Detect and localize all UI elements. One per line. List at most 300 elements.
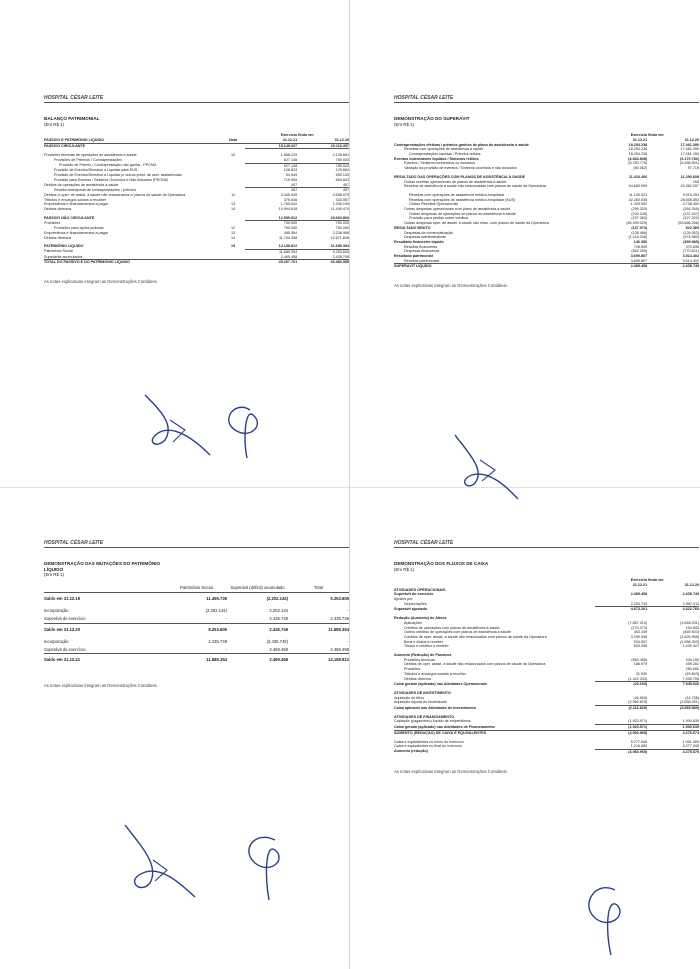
row-value-2020 — [647, 711, 699, 720]
row-value-2021: (2.116.829) — [628, 706, 648, 711]
row-value-2020: 5.277.045 — [647, 744, 699, 749]
row-note — [221, 212, 245, 221]
table-row — [44, 615, 349, 623]
row-note: 13 — [231, 202, 236, 207]
row-value-2020: 1.001.369 — [682, 739, 699, 744]
page-fold-vertical — [349, 0, 350, 969]
row-label: Superávits acumulados — [44, 254, 83, 259]
notes-statement: As notas explicativas integram as Demonstrações Contábeis. — [44, 682, 158, 688]
row-value-2020: (469.503) — [683, 630, 699, 635]
row-value-2021: 11.410.400 — [628, 174, 648, 179]
row-value-2020: 457 — [342, 188, 349, 193]
row-label: Saldo em 31.12.21 — [44, 654, 166, 669]
row-label: Outras despesas operacionais com plano de assistência à saúde — [404, 207, 511, 212]
row-value-2021: (197.063) — [631, 216, 648, 221]
row-value-2021: 94.549 — [285, 173, 298, 178]
row-value-surplus: (2.202.134) — [227, 592, 288, 607]
row-value-2021: (1.923.971) — [595, 719, 647, 724]
hospital-header: HOSPITAL CÉSAR LEITE — [394, 540, 699, 548]
row-label: Patrimônio Social — [44, 249, 73, 254]
row-value-2020: (53.843) — [685, 671, 699, 676]
row-value-2020: 7.945.026 — [682, 682, 699, 687]
row-value-2021: 3.699.807 — [630, 254, 648, 259]
row-value-total: 2.435.749 — [330, 615, 349, 621]
signature-initials — [440, 425, 600, 505]
table-row — [394, 612, 699, 621]
row-value-2020: 3.558.070 — [332, 192, 349, 197]
notes-statement: As notas explicativas integram as Demonstrações Contábeis. — [394, 768, 508, 774]
row-value-2021: 375.046 — [283, 197, 298, 202]
table-row — [44, 240, 349, 249]
row-label: Saldo em 31.12.20 — [44, 623, 166, 638]
row-value-2021: 186.979 — [633, 662, 648, 667]
row-label: Caixa gerado (aplicado) nas Atividades de Financiamento — [394, 724, 495, 729]
row-value-2020: 2.435.749 — [682, 592, 699, 597]
row-label: Provisões técnicas — [404, 657, 435, 662]
row-note: 14 — [231, 235, 236, 240]
row-value-2020: 459.202 — [685, 662, 699, 667]
column-header-year1: 31.12.21 — [632, 582, 648, 587]
row-value-2020: (1.848.201) — [680, 620, 699, 625]
row-note: 12 — [231, 226, 236, 231]
row-value-2020: 1.900.639 — [682, 725, 699, 730]
row-value-2021: (60.062) — [633, 166, 648, 171]
row-label: Caixa gerado (aplicado) nas Atividades Operacionais — [394, 681, 487, 686]
row-value-2021: (170.273) — [631, 625, 648, 630]
row-label: Tributos e encargos sociais a recolher — [404, 671, 467, 676]
row-value-2021: 2.469.458 — [630, 592, 648, 597]
column-header-social: Patrimônio Social — [166, 584, 227, 593]
column-header-year2: 31.12.20 — [684, 137, 699, 142]
row-label: Provisão de Prêmio / Contraprestação não ganha - PPCNG — [59, 163, 157, 168]
row-value-2020: 1.430.427 — [682, 644, 699, 649]
row-label: ATIVIDADES OPERACIONAIS — [394, 587, 446, 592]
row-value-2020: (137.047) — [683, 211, 699, 216]
row-label: Contraprestações efetivas / prêmios ganhos de plano de assistência à saúde — [394, 142, 529, 147]
row-value-2020: 4.422.760 — [682, 607, 699, 612]
row-label: Créditos de operações com planos de assistência à saúde — [404, 625, 500, 630]
table-row — [44, 260, 349, 265]
row-note: 13 — [231, 230, 236, 235]
row-value-2021: 3.699.807 — [630, 258, 648, 263]
row-value-2020: 457 — [297, 183, 349, 188]
row-value-2020: 43.362.207 — [680, 184, 699, 189]
row-value-2020: 370.636 — [685, 244, 699, 249]
row-value-total: - — [347, 639, 349, 645]
row-value-2021: 1.765.642 — [280, 202, 298, 207]
period-label: Exercício findo em — [630, 578, 664, 583]
row-label: Empréstimos e financiamentos a pagar — [44, 230, 108, 235]
row-value-2021: (2.069.875) — [595, 700, 647, 705]
row-label: Provisão para perdas sobre créditos — [409, 216, 469, 221]
row-value-2021: 4.673.201 — [630, 607, 648, 612]
row-value-2020: 2.128.681 — [332, 153, 349, 158]
row-label: Resultado patrimonial — [394, 254, 433, 259]
row-label: Eventos indenizáveis líquidos / Sinistros retidos — [394, 156, 479, 161]
column-header-year1: 31.12.21 — [282, 137, 298, 142]
row-value-2020: 97.719 — [687, 166, 699, 171]
row-label: Outras despesas de operações de planos de assistência à saúde — [409, 211, 516, 216]
row-value-2020: 165 — [692, 179, 699, 184]
row-value-2020: (53.866.266) — [678, 221, 699, 226]
table-row — [44, 638, 349, 646]
row-value-2021: (46.954) — [633, 695, 648, 700]
row-value-2020: 4.738.400 — [682, 202, 699, 207]
row-value-2021: - — [645, 667, 648, 672]
row-label: Débitos de operações de assistência à saúde — [44, 182, 119, 187]
hospital-header: HOSPITAL CÉSAR LEITE — [394, 95, 699, 103]
row-value-surplus: (2.435.749) — [266, 639, 288, 645]
statement-unit: (Em R$ 1) — [44, 121, 65, 127]
row-value-2021: 1.568.225 — [280, 153, 298, 158]
row-value-2020: 1.936.199 — [332, 202, 349, 207]
row-value-social: - — [225, 646, 227, 652]
row-label: Superávit do exercício — [44, 646, 86, 652]
row-value-2020 — [647, 649, 699, 658]
row-label: Caixa aplicado nas Atividades de Investimento — [394, 705, 476, 710]
table-row — [44, 592, 349, 607]
table-row — [44, 654, 349, 669]
row-value-2021: (560.455) — [631, 657, 648, 662]
row-value-2021: (299.303) — [631, 207, 648, 212]
statement-title: DEMONSTRAÇÃO DOS FLUXOS DE CAIXA — [394, 561, 489, 566]
row-value-2021: 126.823 — [283, 168, 298, 173]
row-value-2020: 750.000 — [335, 226, 349, 231]
row-label: Receitas de assistência à saúde não relacionadas com planos de saúde da Operadora — [404, 184, 546, 189]
row-value-2021: 627.148 — [283, 163, 298, 168]
row-value-2020: 340.100 — [685, 657, 699, 662]
row-label: Aumento (Redução) de Passivos — [394, 653, 452, 658]
row-label: SUPERÁVIT LÍQUIDO — [394, 264, 595, 269]
row-value-2021: 11.100.021 — [628, 192, 648, 197]
surplus-statement-page — [394, 95, 699, 288]
row-value-2020: (6.268.501) — [680, 161, 699, 166]
row-label: Débitos diversos — [44, 207, 72, 212]
row-value-2021 — [595, 711, 647, 720]
surplus-table — [394, 133, 699, 269]
row-value-2020: 343.557 — [335, 197, 349, 202]
row-label: TOTAL DO PASSIVO E DO PATRIMÔNIO LÍQUIDO — [44, 260, 221, 265]
row-label: PASSIVO CIRCULANTE — [44, 143, 86, 148]
row-value-2021: 457 — [290, 188, 298, 193]
row-value-2021: 11.704.358 — [278, 235, 298, 240]
row-value-2020: 9.253.605 — [332, 249, 349, 254]
row-note: 10 — [231, 152, 236, 157]
statement-title: BALANÇO PATRIMONIAL — [44, 116, 100, 121]
table-row — [394, 687, 699, 696]
row-value-2020: 17.461.390 — [680, 147, 699, 152]
column-header-surplus: Superávit (déficit) acumulado — [227, 584, 288, 593]
row-label: Provisões para ações judiciais — [54, 226, 104, 231]
row-label: RESULTADO BRUTO — [394, 225, 431, 230]
row-label: Redução (Aumento) de Ativos — [394, 616, 447, 621]
row-value-2020: 4.275.676 — [682, 749, 699, 754]
row-value-2020: 11.290.608 — [680, 174, 699, 179]
row-label: Incorporação — [44, 608, 69, 614]
row-note — [221, 260, 245, 265]
row-value-2021: (562.250) — [631, 249, 648, 254]
row-value-social: - — [225, 615, 227, 621]
row-value-2021: 18.149.037 — [245, 143, 297, 149]
equity-changes-table — [44, 584, 349, 669]
row-label: Provisões técnicas de operações de assistência à saúde — [44, 152, 137, 157]
statement-unit: (Em R$ 1) — [394, 566, 415, 572]
balance-sheet-table — [44, 133, 349, 265]
notes-statement: As notas explicativas integram as Demonstrações Contábeis. — [394, 283, 508, 289]
row-value-2020: (399.985) — [683, 239, 699, 244]
table-row — [44, 149, 349, 158]
row-label: Aquisição de Ativo — [394, 695, 425, 700]
row-value-2021: 457 — [245, 183, 297, 188]
row-label: Provisão para Eventos / Sinistros Ocorridos e Não Avisados (PEONA) — [54, 177, 169, 182]
row-label: Receita antecipada de contraprestações / prêmios — [54, 187, 137, 192]
row-label: Captação (pagamento) líquido de empréstimos — [394, 719, 471, 724]
row-label: Provisões — [44, 220, 61, 225]
statement-title: DEMONSTRAÇÃO DO SUPERÁVIT — [394, 116, 470, 121]
row-label: RESULTADO DAS OPERAÇÕES COM PLANOS DE ASSISTÊNCIA À SAÚDE — [394, 174, 526, 179]
row-value-2020: (2.625.985) — [680, 634, 699, 639]
row-value-2020: 789.020 — [335, 163, 349, 168]
equity-changes-page — [44, 540, 349, 688]
row-value-2020: 789.020 — [297, 158, 349, 163]
table-row — [394, 264, 699, 269]
row-label: Ajustes por: — [394, 597, 414, 601]
row-label: Saldo em 31.12.19 — [44, 592, 166, 607]
row-value-social: 9.253.605 — [166, 623, 227, 638]
table-row — [394, 649, 699, 658]
row-value-2021: 1.329.902 — [630, 202, 648, 207]
row-value-2021: 750.000 — [283, 221, 298, 226]
row-value-2020: 2.435.749 — [297, 255, 349, 260]
row-label: Provisões — [404, 667, 421, 672]
row-value-2021: 3.445.049 — [280, 192, 298, 197]
table-row — [44, 646, 349, 654]
row-value-total: 2.469.458 — [330, 646, 349, 652]
balance-sheet-page — [44, 95, 349, 284]
column-header-year2: 31.12.20 — [334, 137, 349, 142]
row-value-2021: (1.118.248) — [628, 235, 648, 240]
balance-sheet-rows — [44, 143, 349, 265]
row-value-social: 11.455.739 — [166, 592, 227, 607]
row-label: Resultado financeiro líquido — [394, 239, 444, 244]
row-value-2020: 659.843 — [335, 177, 349, 182]
table-row — [44, 607, 349, 615]
row-label: Eventos / Sinistros conhecidos ou avisados — [404, 161, 475, 166]
row-value-2020: 17.461.390 — [680, 142, 699, 147]
row-label: Receitas com operações de assistência médico-hospitalar — [409, 192, 505, 197]
row-value-2021: 42.260.036 — [628, 197, 648, 202]
row-value-2020: (6.170.782) — [680, 156, 699, 161]
row-value-2020: 522.365 — [685, 225, 699, 230]
row-label: Créditos de oper. assist. à saúde não relacionados com planos de saúde da Operadora — [404, 634, 547, 639]
column-header-total: Total — [288, 584, 349, 593]
row-value-2020: 250.000 — [685, 667, 699, 672]
row-label: Títulos e créditos a receber — [404, 644, 449, 649]
row-label: Despesas de comercialização — [404, 230, 453, 235]
table-row — [394, 171, 699, 180]
row-label: PATRIMÔNIO LÍQUIDO — [44, 244, 84, 249]
surplus-rows — [394, 143, 699, 270]
row-label: Débitos de oper. assist. à saúde não relacionados com planos de saúde da Operadora — [404, 662, 546, 667]
row-value-2020: 104.543 — [685, 625, 699, 630]
row-value-2021: 10.994.618 — [278, 207, 298, 212]
row-value-total: - — [347, 608, 349, 614]
period-label: Exercício findo em — [280, 133, 314, 138]
table-row — [394, 736, 699, 745]
row-label: Aplicações — [404, 620, 422, 625]
row-value-2020: (3.555.251) — [647, 700, 699, 705]
row-label: Receitas patrimoniais — [404, 258, 440, 263]
row-label: Bens e títulos a receber — [404, 639, 443, 644]
row-value-2020: (770.621) — [683, 249, 699, 254]
row-label: Receitas com operações de assistência médico-hospitalar (SUS) — [409, 197, 516, 202]
row-value-2020: (126.053) — [683, 230, 699, 235]
table-row — [44, 623, 349, 638]
row-value-2020: 11.689.354 — [297, 240, 349, 249]
row-value-2020 — [647, 687, 699, 696]
table-row — [394, 711, 699, 720]
column-header-year1: 31.12.21 — [632, 137, 648, 142]
row-value-2020: 2.435.749 — [647, 264, 699, 269]
row-value-2021: 45.267.761 — [245, 260, 297, 265]
row-value-2021: (128.466) — [631, 230, 648, 235]
row-value-2020: 17.461.390 — [680, 152, 699, 156]
row-value-total: 11.689.354 — [288, 623, 349, 638]
period-label: Exercício findo em — [630, 133, 664, 138]
row-label: Superávit do exercício — [394, 592, 434, 597]
row-value-2020: 46.466.555 — [297, 260, 349, 265]
signature-initials — [105, 805, 315, 905]
notes-statement: As notas explicativas integram as Demonstrações Contábeis. — [44, 279, 158, 285]
row-value-2020: 129.684 — [335, 168, 349, 173]
row-value-2020: 15.660.804 — [297, 212, 349, 221]
row-value-2020: 550.133 — [335, 173, 349, 178]
row-value-2021: 453.159 — [633, 630, 648, 635]
row-label: Provisões de Prêmios / Contraprestações — [54, 158, 123, 162]
row-value-2021: 3.290.938 — [630, 634, 648, 639]
row-label: Receitas financeiras — [404, 244, 438, 249]
hospital-header: HOSPITAL CÉSAR LEITE — [44, 540, 349, 548]
hospital-header: HOSPITAL CÉSAR LEITE — [44, 95, 349, 103]
row-value-2021: 18.254.238 — [628, 142, 648, 147]
row-value-2021: 750.000 — [283, 226, 298, 231]
row-value-2021: 2.469.458 — [245, 255, 297, 260]
row-label: Superávit ajustado — [394, 606, 427, 611]
row-label: Outros créditos de operações com planos de assistência à saúde — [404, 630, 511, 635]
row-value-2020: 1.987.011 — [647, 602, 699, 607]
row-value-2021: 14.158.812 — [245, 240, 297, 249]
row-value-2020: (264.349) — [683, 207, 699, 212]
row-label: Débitos c/ oper. de assist. à saúde não relacionados c/ planos de saúde da Operadora — [44, 192, 186, 197]
row-label: Aumento (redução) — [394, 749, 428, 754]
cash-flow-rows — [394, 588, 699, 755]
row-value-2020: 11.449.474 — [330, 207, 349, 212]
row-value-2021: (20.165) — [633, 682, 648, 687]
row-value-2021: (4.060.965) — [595, 730, 647, 735]
column-header-note: Nota — [229, 137, 238, 142]
row-label: Tributos e encargos sociais a recolher — [44, 197, 107, 202]
row-label: Débitos diversos — [44, 235, 72, 240]
row-value-2020: 3.514.402 — [682, 258, 699, 263]
row-value-2021: 18.254.238 — [628, 152, 648, 156]
statement-unit: (Em R$ 1) — [44, 572, 65, 578]
row-value-social: 2.435.749 — [208, 639, 227, 645]
row-note: 14 — [231, 207, 236, 212]
row-value-2020: 28.608.553 — [680, 197, 699, 202]
row-label: Despesas financeiras — [404, 249, 440, 254]
row-label: Despesas administrativas — [404, 235, 447, 240]
row-value-2021: 719.906 — [283, 177, 298, 182]
row-value-2020: 7.930.706 — [647, 677, 699, 682]
row-note: 15 — [231, 244, 236, 249]
row-value-2020: (3.569.989) — [680, 706, 699, 711]
row-value-2020: 750.000 — [335, 221, 349, 226]
cash-flow-page — [394, 540, 699, 774]
row-label: Caixa e equivalentes no final do exercício — [394, 744, 463, 749]
row-label: Outras receitas operacionais de planos de assistência à saúde — [404, 179, 507, 184]
row-value-2021 — [595, 649, 647, 658]
row-value-2021: 5.277.045 — [630, 739, 648, 744]
row-value-2020: (974.980) — [683, 235, 699, 240]
row-label: Provisão de Eventos/Sinistros a Liquidar para SUS — [54, 168, 138, 173]
row-label: Provisão de Eventos/Sinistros a Liquidar p/ outros prest. de serv. assistenciais — [54, 173, 182, 178]
table-row — [44, 212, 349, 221]
row-value-2020: 4.276.674 — [647, 730, 699, 735]
row-value-surplus: 2.469.458 — [227, 654, 288, 669]
row-value-surplus: 2.202.134 — [269, 608, 288, 614]
column-header-year2: 31.12.20 — [684, 582, 699, 587]
row-label: Superávit do exercício — [44, 615, 86, 621]
column-header-label: PASSIVO E PATRIMÔNIO LÍQUIDO — [44, 137, 105, 142]
statement-unit: (Em R$ 1) — [394, 121, 415, 127]
row-value-2020: 1.900.639 — [647, 719, 699, 724]
row-label: Incorporação — [44, 639, 69, 645]
row-value-social: (2.202.134) — [205, 608, 227, 614]
row-value-2020: 9.915.253 — [682, 192, 699, 197]
row-value-2021: (65.939.029) — [626, 221, 648, 226]
row-label: Empréstimos e financiamentos a pagar — [44, 202, 108, 207]
row-value-2020: (14.738) — [685, 695, 699, 700]
row-value-2021 — [595, 687, 647, 696]
row-value-total: 9.253.605 — [288, 592, 349, 607]
row-label: Outras Receitas Operacionais — [409, 202, 459, 207]
row-value-2021: 2.469.458 — [595, 264, 647, 269]
row-value-2021: 31.530 — [635, 671, 648, 676]
row-value-2021: (6.783.776) — [628, 161, 648, 166]
row-value-2021: 2.203.743 — [595, 602, 647, 607]
row-value-2020: 12.671.836 — [330, 235, 349, 240]
row-value-2021: 11.689.354 — [278, 249, 298, 254]
row-label: Variação da provisão de eventos / Sinistros ocorridos e não avisados — [404, 166, 517, 171]
equity-changes-rows — [44, 592, 349, 669]
row-value-social: 11.689.354 — [166, 654, 227, 669]
row-value-2021: (1.923.971) — [628, 725, 648, 730]
row-label: Receitas com operações de assistência à saúde — [404, 147, 484, 152]
row-note: 11 — [231, 192, 236, 197]
row-value-2021: (1.422.334) — [595, 677, 647, 682]
row-label: Caixa e equivalentes no início do exercício — [394, 739, 464, 744]
row-label: Débitos diversos — [404, 676, 432, 681]
row-value-2021: (6.843.838) — [628, 156, 648, 161]
row-value-total: 14.158.812 — [288, 654, 349, 669]
row-label: ATIVIDADES DE INVESTIMENTO — [394, 690, 451, 695]
row-value-surplus: 2.469.458 — [269, 646, 288, 652]
row-value-surplus: 2.435.749 — [269, 615, 288, 621]
row-value-2021 — [595, 612, 647, 621]
row-value-2020: (127.302) — [683, 216, 699, 221]
signature-initials — [545, 880, 665, 960]
row-label: AUMENTO (REDUÇÃO) DE CAIXA E EQUIVALENTES — [394, 730, 595, 735]
